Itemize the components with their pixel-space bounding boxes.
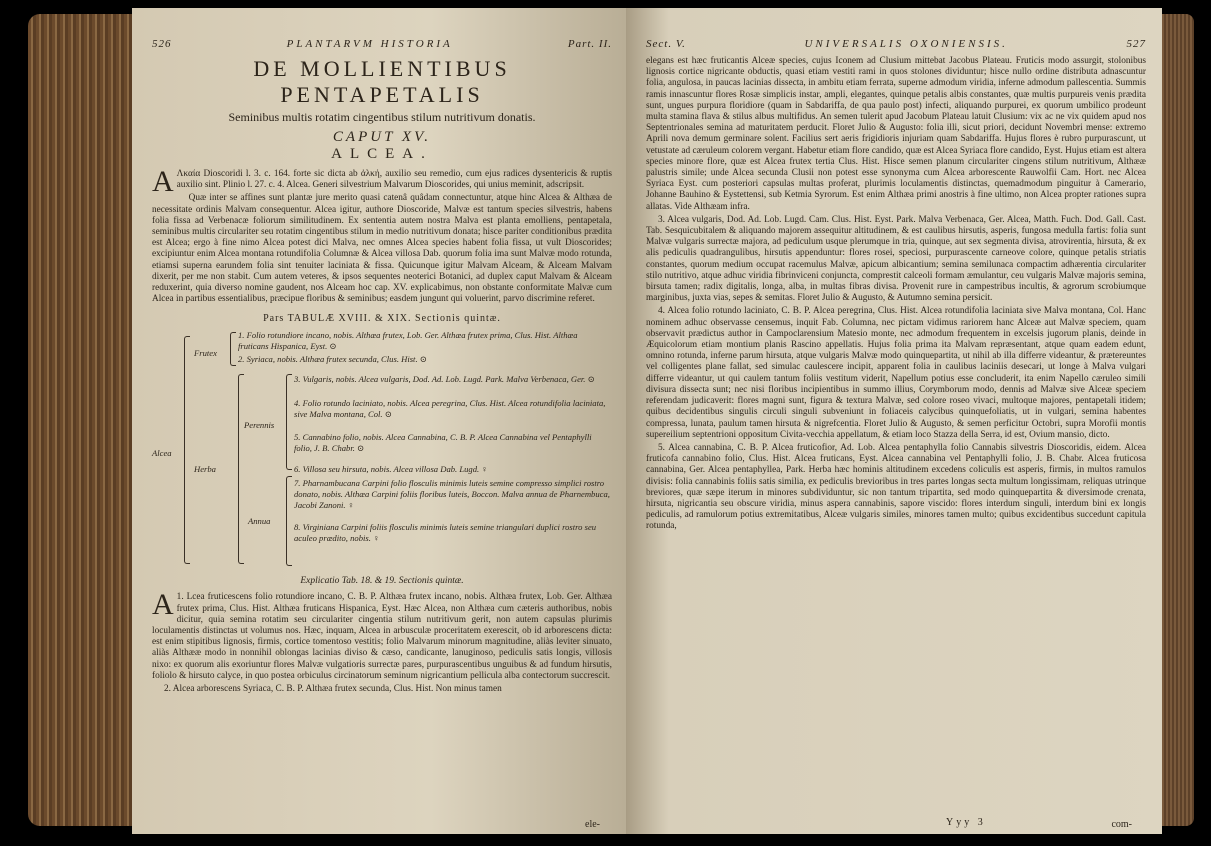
paragraph: A 1. Lcea fruticescens folio rotundiore incano, C. B. P. Althæa frutex incano, nobis. Althæa frutex, Lob. Ger. Althæa frutex prima, Clus. Hist. Althæa fruticans Hispanica, Eyst. Hæc Alcea, non Althæa cum cæteris authoribus, nobis dicitur, quia semina rotatim seu circulariter cingentia stilum nutritivum gerit, non autem capsulas plurimis loculamentis distinctas ut volumus nos. Hæc, inquam, Alcea in arbusculæ proceritatem exerescit, ob id arborescens dicta: est enim stipitibus lignosis, firmis, cortice tomentoso vestitis; folio Malvarum minorum magnitudine, aliàs leviter sinuato, aliàs Althææ modo in nonnihil oblongas lacinias diviso & cæso, candicante, lanuginoso, pediculis satis longis, villosis nixo: ex quorum alis exoriuntur flores Malvæ vulgatioris surrectæ pares, purpurascentibus unguibus & ad fundum hirsutis, foliolo & hirsuto calyce, in quo postea orbiculus circinatorum seminum nigricantium pellicula alba contectorum succrescit. <box>152 588 612 681</box>
right-running-header <box>646 38 1146 50</box>
brace <box>286 476 292 566</box>
pars-line: Pars TABULÆ XVIII. & XIX. Sectionis quintæ. <box>263 313 501 325</box>
table-perennis-label: Perennis <box>244 420 275 431</box>
right-page-number: 527 <box>1126 38 1146 50</box>
left-page-number: 526 <box>152 38 172 50</box>
paragraph: 3. Alcea vulgaris, Dod. Ad. Lob. Lugd. Cam. Clus. Hist. Eyst. Park. Malva Verbenaca, Ger. Alcea, Matth. Fuch. Dod. Gall. Cast. Tab. Sesquicubitalem & aliquando majorem assequitur altitudinem, & est caulibus hirsutis, asperis, fungosa medulla fartis: folia sunt Malvæ vulgaris surrectæ majora, ad pediculum usque plerumque in tria, quinque, aut sex segmenta divisa, atrovirentia, hirsuta, & ex alis pediculis quadrangulibus, hirsutis appenduntur: flores rosei, speciosi, purpurascente carneove colore, quinque petalis striatis constantes, quorum medium occupat racemulus Malvæ, apicum albicantium; semina semilunaca compactim adhærentia circulariter stilo nutritivo, atque adhuc viridia fibrinviceni conjuncta, comprestit calceoli formam æmulantur, ceu vulgaris Malvæ majoris semina, birsuta tamen; radix digitalis, longa, alba, in multas fibras divisa. Provenit rure in campestribus incultis, & agrorum scrobiumque marginibus, juxta vias, sepes & semitas. Floret Julio & Augusto, & Autumno semina persicit. <box>646 214 1146 304</box>
table-frutex-label: Frutex <box>194 348 217 359</box>
table-root-label: Alcea <box>152 448 172 459</box>
chapter-heading: CAPUT XV. <box>332 129 432 145</box>
main-title: DE MOLLIENTIBUS PENTAPETALIS <box>253 56 511 107</box>
left-running-title: PLANTARVM HISTORIA <box>286 38 453 50</box>
table-entry: 8. Virginiana Carpini foliis flosculis minimis luteis semine triangulari duplici rostro seu aculeo prædito, nobis. ♀ <box>294 522 597 544</box>
left-catchword: ele- <box>585 819 600 830</box>
table-entry: 6. Villosa seu hirsuta, nobis. Alcea villosa Dab. Lugd. ♀ <box>294 464 488 475</box>
brace <box>184 336 190 564</box>
right-running-title: UNIVERSALIS OXONIENSIS. <box>804 38 1008 50</box>
explicatio-heading: Explicatio Tab. 18. & 19. Sectionis quintæ. <box>300 576 464 587</box>
drop-cap: A <box>152 588 174 622</box>
table-entry: 3. Vulgaris, nobis. Alcea vulgaris, Dod. Ad. Lob. Lugd. Park. Malva Verbenaca, Ger. ⊙ <box>294 374 595 385</box>
table-entry: 2. Syriaca, nobis. Althæa frutex secunda, Clus. Hist. ⊙ <box>238 354 427 365</box>
drop-cap: A <box>152 165 174 198</box>
table-entry: 7. Pharnambucana Carpini folio flosculis minimis luteis semine compresso simplici rostro donato, nobis. Althæa Carpini foliis floribus luteis, Boccon. Malva annua de Pharnembuca, Jacobi Zanoni. ♀ <box>294 478 610 510</box>
signature-mark: Yyy 3 <box>946 817 986 828</box>
paragraph: 4. Alcea folio rotundo laciniato, C. B. P. Alcea peregrina, Clus. Hist. Alcea rotundifolia laciniata sive Malva montana, Col. Hanc nominem adhuc observasse censemus, inquit Fab. Columna, nec pictam vidimus rariorem hanc Alceæ aut Malvæ speciem, quam observavit prædictus author in Campoclarensium Matesio monte, nec admodum frequentem in excelsis jugorum planis, deinde in Æquicolorum etiam montium planis Rascino appellatis. Hujus folia prima ita Malvam repræsentant, atque quam eadem edunt, omnino rotunda, inferne parum hirsuta, atque vulgaris Malvæ modo quinquepartita, ut nihil ab illa differre videantur, & prætereuntes vel colligentes plane fallat, sed simulac caulescere incipit, apparent folia in caulibus laciniis desecari, ut longe à Malva vulgari differre videantur, ut qui caulem tantum foliis vestitum viderit, Napellum potius esse concluderit, ita enim Napello cæruleo simili divisura dissecta sunt; nec nisi floribus incipientibus in summo illius, Corymborum modo, dennis ad Malvæ sive Alceæ speciem referendam judicaverit: flores magni sunt, figura & textura Malvæ, sed colore roseo vivaci, multoque majores, pentapetali itidem; quibus decidentibus singulis circuli singuli subveniunt in foliaceis calycibus quinquefoliatis, ut in vulgari, semina habentes compressa, lunata, paulum tamen hirsuta & nigrefcentia. Floret Julio & Augusto, & semen perficitur Octobri, supra Morofii montis supereilium septentrioni oppositum Civita-vecchia appellatum, & etiam loco Stazza della Serra, id est, Ovium mansio, dicto. <box>646 306 1146 440</box>
subtitle: Seminibus multis rotatim cingentibus stilum nutritivum donatis. <box>228 110 536 124</box>
page-edges-right <box>1158 14 1194 826</box>
paragraph: 2. Alcea arborescens Syriaca, C. B. P. Althæa frutex secunda, Clus. Hist. Non minus tamen <box>164 684 502 695</box>
right-catchword: com- <box>1111 819 1132 830</box>
paragraph: 5. Alcea cannabina, C. B. P. Alcea fruticofior, Ad. Lob. Alcea pentaphylla folio Cannabis silvestris Dioscoridis, eidem. Alcea fruticofa cannabino folio, Clus. Hist. Alcea fruticans, Eyst. Alcea cannabina vel Pentaphylli folio, J. B. Chabr. Alcea fruticosa cannabina, Ger. Alcea pentaphyllea, Park. Herba hæc hominis altitudinem excedens coliculis est asperis, firmis, in multos ramulos divisis: folia cannabinis foliis satis similia, ex pediculis brevioribus in tres partes longas secta multum longissimam, reliquas utrinque breviores, quæ sæpe iterum in minores subdividuntur, sic non tantum tripartita, sed modo quinquepartita & diversimode crenata, hirsuta, nigricantia seu obscure viridia, minus aspera cannabinis, sapore viscido: flores interdum singuli, interdum bini ex longis pediculis, ad ramulorum potius extremitatibus, Alceæ vulgaris similes, minores tamen multo; quibus excidentibus succedunt capitula rotunda, <box>646 442 1146 532</box>
intro-paragraph: A Λκαία Dioscoridi l. 3. c. 164. forte sic dicta ab ἀλκή, auxilio seu remedio, cum ejus radices dysentericis & ruptis auxilio sint. Plinio l. 27. c. 4. Alcea. Generi silvestrium Malvarum Dioscorides, qui unius meminit, adscripsit. <box>152 165 612 198</box>
genus-heading: ALCEA. <box>331 146 433 162</box>
brace <box>230 332 236 366</box>
table-entry: 1. Folio rotundiore incano, nobis. Althæa frutex, Lob. Ger. Althæa frutex prima, Clus. Hist. Althæa fruticans Hispanica, Eyst. ⊙ <box>238 330 578 352</box>
paragraph: elegans est hæc fruticantis Alceæ species, cujus Iconem ad Clusium mittebat Jacobus Plateau. Fruticis modo assurgit, stolonibus lignosis cortice nigricante obductis, quasi etiam vestiti rami in quos stolones dividuntur; hisce nullo ordine distributa adnascuntur folia, angulosa, in paucas lacinias dissecta, in ambitu etiam ferrata, superne admodum viridia, inferne admodum pallescentia. Summis ramis innascuntur flores Rosæ simplicis instar, ampli, elegantes, quinque petalis albis constantes, quæ multis purpureis venis prædita sunt, ungues purpura floridiore (quam in Sabdariffa, de qua paulo post) infecti, aliquando purpurei, ex quorum umbilico prodeunt multa stamina flava & stilus albus multifidus. An semen tulerit apud Jacobum Plateau latuit Clusium: vix ac ne vix quidem apud nos Septentrionales semina ad maturitatem perducit. Floret Julio & Augusto: folia illi, sicut priori, decidunt Novembri mense: extremo Aprili nova demum germinare solent. Facilius sert aeris frigidioris injuriam quam Sabdariffa. Hujus flores è rubro purpurascunt, ut vetustate ad cæruleum colorem vergant. Habetur etiam flore candido, quæ est Alcea Syriaca flore candido, Eyst. Hujus etiam est altera species minore flore, quæ est Alcea frutex tertia Clus. Hist. Hisce semen planum circulariter cingens stilum nutritivum, Althææ palustris simile; unde Alcea secunda Clusii non potest esse synonyma cum Alcea arborescente Rauwolfii Cam. Hort. nec Alcea Syriaca Eyst. cum posteriori capsulas multas proferat, plurimis loculamentis distinctas, quemadmodum pinguitur à Camerario, Johanne Bauhino & Eystettensi, sub Ketmia Syrorum. Est enim Althæa primi anostris à fine ultimo, non Alcea propter rationes supra allatas. Vide Althæam infra. <box>646 56 1146 212</box>
table-entry: 4. Folio rotundo laciniato, nobis. Alcea peregrina, Clus. Hist. Alcea rotundifolia laciniata, sive Malva montana, Col. ⊙ <box>294 398 606 420</box>
table-entry: 5. Cannabino folio, nobis. Alcea Cannabina, C. B. P. Alcea Cannabina vel Pentaphylli folio, J. B. Chabr. ⊙ <box>294 432 592 454</box>
open-book <box>28 8 1194 834</box>
table-herba-label: Herba <box>194 464 216 475</box>
brace <box>238 374 244 564</box>
left-section: Part. II. <box>567 38 612 50</box>
classification-table <box>152 330 612 570</box>
right-section: Sect. V. <box>646 38 686 50</box>
table-annua-label: Annua <box>248 516 271 527</box>
right-page <box>626 8 1162 834</box>
page-edges-left <box>28 14 140 826</box>
paragraph: Quæ inter se affines sunt plantæ jure merito quasi catenâ quâdam connectuntur, atque hinc Alcea & Althæa de necessitate ordinis Malvam consequentur. Alcea igitur, authore Dioscoride, Malvæ est tantum species silvestris, habens folia fissa ad Verbenacæ foliorum similitudinem. Ex sententia autem nostra Malva est planta emolliens, pentapetala, seminibus multis circulariter seu rotatim cingentibus stilum in medio nutritivum donata; hisce pariter conditionibus prædita est Alcea; ergo à fine nimo Alcea potest dici Malva, nec omnes Alcea species habent folia fissa, ut vult Dioscorides; excipiuntur enim Alcea montana rotundifolia Columnæ & Alcea villosa Dab. quorum folia ima sunt Malvæ modo rotunda, etiamsi superna earundem folia sint tenuiter laciniata & fissa. Quicunque igitur Malvam Alceam, & Alceam Malvam dixerit, per me non stabit. Cum autem veteres, & ipsos sequentes neoterici Botanici, ad duplex caput Malvam & Alceam reduxerint, quia diverso nomine gaudent, nos Alceam hoc cap. XV. explicabimus, non obstante conformitate Malvæ cum Alcea in partibus essentialibus, præcipue floribus & seminibus; easdem jungunt qui voluerint, parvo discrimine referet. <box>152 193 612 305</box>
left-running-header <box>152 38 612 50</box>
brace <box>286 374 292 470</box>
left-page <box>132 8 630 834</box>
